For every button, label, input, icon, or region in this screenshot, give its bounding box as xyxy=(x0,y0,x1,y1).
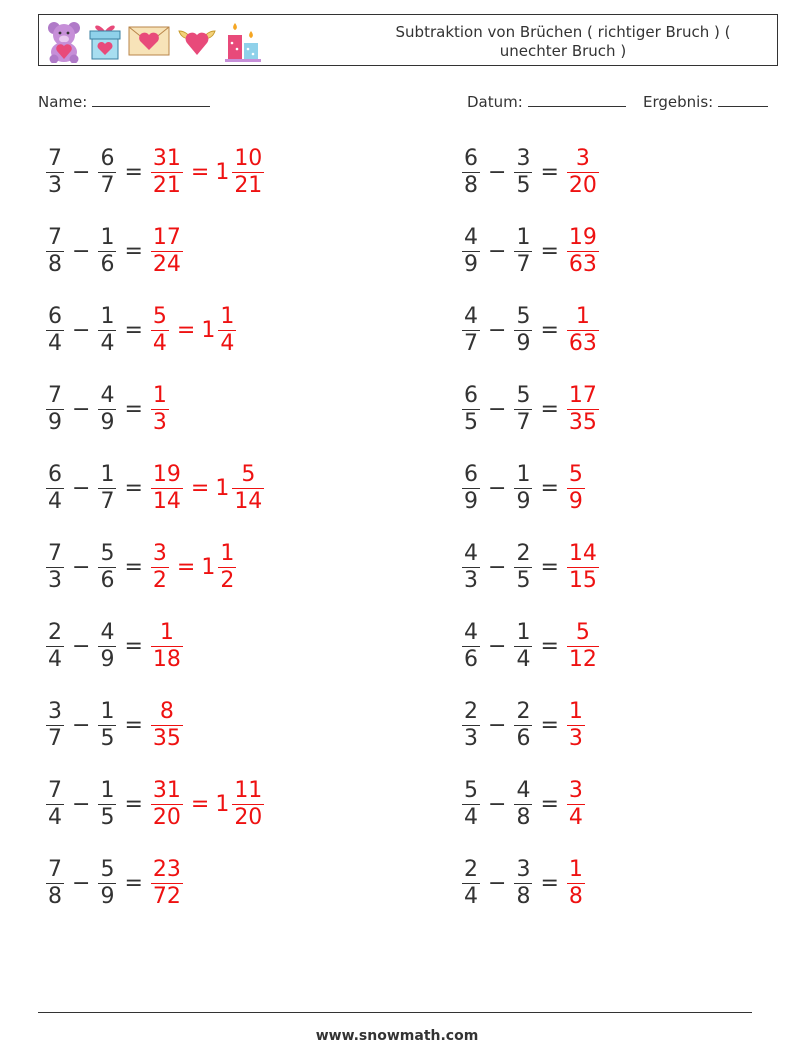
fraction xyxy=(98,146,116,199)
numerator: 1 xyxy=(159,620,174,645)
numerator: 7 xyxy=(48,541,62,566)
denominator: 9 xyxy=(516,331,531,356)
numerator: 5 xyxy=(516,383,531,408)
numerator: 14 xyxy=(568,541,597,566)
denominator: 9 xyxy=(100,647,115,672)
equals-sign: = xyxy=(124,317,143,343)
denominator: 2 xyxy=(220,568,235,593)
fraction xyxy=(98,620,116,673)
problem-19 xyxy=(44,857,185,910)
header-icons xyxy=(45,18,263,64)
fraction xyxy=(151,225,183,278)
gift-box-icon xyxy=(87,19,123,63)
fraction xyxy=(98,699,116,752)
footer-url: www.snowmath.com xyxy=(315,1028,479,1044)
fraction xyxy=(514,383,532,436)
denominator: 4 xyxy=(464,805,478,830)
worksheet-title: Subtraktion von Brüchen ( richtiger Bruch ) ( unechter Bruch ) xyxy=(395,23,731,60)
fraction xyxy=(462,620,480,673)
equals-sign: = xyxy=(540,791,559,817)
minus-sign: − xyxy=(72,554,91,580)
denominator: 6 xyxy=(100,568,115,593)
denominator: 5 xyxy=(516,173,531,198)
fraction xyxy=(462,225,480,278)
minus-sign: − xyxy=(72,791,91,817)
denominator: 6 xyxy=(464,647,478,672)
problem-13 xyxy=(44,620,185,673)
numerator: 3 xyxy=(152,541,167,566)
candles-icon xyxy=(223,19,263,63)
fraction xyxy=(567,304,599,357)
numerator: 4 xyxy=(464,304,478,329)
fraction xyxy=(98,857,116,910)
problem-16 xyxy=(460,699,587,752)
minus-sign: − xyxy=(72,712,91,738)
equals-sign: = xyxy=(540,475,559,501)
equals-sign: = xyxy=(540,317,559,343)
minus-sign: − xyxy=(488,159,507,185)
minus-sign: − xyxy=(488,791,507,817)
fraction xyxy=(514,304,532,357)
problem-3 xyxy=(44,225,185,278)
denominator: 9 xyxy=(568,489,583,514)
numerator: 4 xyxy=(100,383,115,408)
denominator: 8 xyxy=(568,884,583,909)
fraction xyxy=(232,462,264,515)
fraction xyxy=(514,620,532,673)
fraction xyxy=(46,146,64,199)
mixed-whole: 1 xyxy=(201,317,216,343)
denominator: 4 xyxy=(220,331,235,356)
numerator: 23 xyxy=(152,857,181,882)
numerator: 5 xyxy=(568,462,583,487)
numerator: 5 xyxy=(516,304,531,329)
numerator: 1 xyxy=(568,699,583,724)
numerator: 1 xyxy=(516,620,531,645)
minus-sign: − xyxy=(72,396,91,422)
problem-10 xyxy=(460,462,587,515)
equals-sign: = xyxy=(540,870,559,896)
problem-12 xyxy=(460,541,601,594)
fraction xyxy=(218,541,236,594)
denominator: 4 xyxy=(100,331,115,356)
numerator: 8 xyxy=(159,699,174,724)
denominator: 18 xyxy=(152,647,181,672)
denominator: 21 xyxy=(152,173,181,198)
numerator: 1 xyxy=(100,462,115,487)
fraction xyxy=(46,620,64,673)
denominator: 9 xyxy=(100,410,115,435)
winged-heart-icon xyxy=(175,19,219,63)
name-field xyxy=(38,92,210,111)
denominator: 7 xyxy=(100,173,115,198)
denominator: 8 xyxy=(48,252,62,277)
fraction xyxy=(46,699,64,752)
denominator: 3 xyxy=(464,726,478,751)
numerator: 5 xyxy=(241,462,256,487)
date-label: Datum: xyxy=(467,93,523,111)
fraction xyxy=(98,778,116,831)
denominator: 7 xyxy=(48,726,62,751)
minus-sign: − xyxy=(72,317,91,343)
equals-sign: = xyxy=(540,159,559,185)
denominator: 2 xyxy=(152,568,167,593)
denominator: 6 xyxy=(516,726,531,751)
denominator: 4 xyxy=(152,331,167,356)
numerator: 6 xyxy=(100,146,115,171)
denominator: 14 xyxy=(152,489,181,514)
denominator: 8 xyxy=(48,884,62,909)
denominator: 35 xyxy=(568,410,597,435)
numerator: 3 xyxy=(568,778,583,803)
fraction xyxy=(151,146,183,199)
result-field xyxy=(643,92,768,111)
fraction xyxy=(567,462,585,515)
fraction xyxy=(46,383,64,436)
minus-sign: − xyxy=(488,475,507,501)
denominator: 35 xyxy=(152,726,181,751)
problem-17 xyxy=(44,778,266,831)
numerator: 2 xyxy=(464,857,478,882)
fraction xyxy=(514,857,532,910)
minus-sign: − xyxy=(72,159,91,185)
fraction xyxy=(462,857,480,910)
numerator: 1 xyxy=(100,304,115,329)
denominator: 4 xyxy=(516,647,531,672)
denominator: 63 xyxy=(568,252,597,277)
numerator: 1 xyxy=(220,541,235,566)
mixed-whole: 1 xyxy=(215,791,230,817)
fraction xyxy=(462,462,480,515)
denominator: 21 xyxy=(234,173,263,198)
fraction xyxy=(232,146,264,199)
numerator: 5 xyxy=(100,857,115,882)
problem-20 xyxy=(460,857,587,910)
numerator: 4 xyxy=(100,620,115,645)
numerator: 7 xyxy=(48,383,62,408)
problem-11 xyxy=(44,541,238,594)
fraction xyxy=(567,383,599,436)
numerator: 5 xyxy=(575,620,590,645)
denominator: 15 xyxy=(568,568,597,593)
equals-sign: = xyxy=(540,396,559,422)
equals-sign-mixed: = xyxy=(176,554,196,580)
numerator: 4 xyxy=(516,778,531,803)
fraction xyxy=(98,541,116,594)
denominator: 3 xyxy=(152,410,167,435)
fraction xyxy=(567,857,585,910)
fraction xyxy=(151,462,183,515)
numerator: 17 xyxy=(568,383,597,408)
numerator: 6 xyxy=(48,304,62,329)
numerator: 3 xyxy=(516,857,531,882)
numerator: 2 xyxy=(516,541,531,566)
numerator: 5 xyxy=(100,541,115,566)
numerator: 1 xyxy=(516,225,531,250)
fraction xyxy=(514,778,532,831)
minus-sign: − xyxy=(72,238,91,264)
equals-sign: = xyxy=(124,554,143,580)
denominator: 4 xyxy=(48,331,62,356)
equals-sign: = xyxy=(124,870,143,896)
denominator: 7 xyxy=(464,331,478,356)
denominator: 9 xyxy=(516,489,531,514)
denominator: 3 xyxy=(48,568,62,593)
denominator: 8 xyxy=(464,173,478,198)
denominator: 4 xyxy=(48,647,62,672)
numerator: 4 xyxy=(464,225,478,250)
numerator: 3 xyxy=(516,146,531,171)
numerator: 1 xyxy=(568,857,583,882)
fraction xyxy=(462,778,480,831)
fraction xyxy=(462,383,480,436)
denominator: 8 xyxy=(516,805,531,830)
numerator: 7 xyxy=(48,857,62,882)
worksheet-header xyxy=(38,14,778,66)
denominator: 5 xyxy=(100,726,115,751)
denominator: 63 xyxy=(568,331,597,356)
fraction xyxy=(151,304,169,357)
equals-sign-mixed: = xyxy=(190,475,210,501)
denominator: 6 xyxy=(100,252,115,277)
problem-2 xyxy=(460,146,601,199)
equals-sign: = xyxy=(540,238,559,264)
denominator: 3 xyxy=(48,173,62,198)
denominator: 4 xyxy=(568,805,583,830)
fraction xyxy=(46,541,64,594)
numerator: 31 xyxy=(152,778,181,803)
denominator: 4 xyxy=(48,489,62,514)
minus-sign: − xyxy=(72,870,91,896)
problem-18 xyxy=(460,778,587,831)
numerator: 10 xyxy=(234,146,263,171)
problem-1 xyxy=(44,146,266,199)
teddy-bear-icon xyxy=(45,19,83,63)
fraction xyxy=(514,146,532,199)
numerator: 5 xyxy=(464,778,478,803)
fraction xyxy=(151,383,169,436)
equals-sign: = xyxy=(540,554,559,580)
result-label: Ergebnis: xyxy=(643,93,714,111)
denominator: 3 xyxy=(464,568,478,593)
minus-sign: − xyxy=(488,633,507,659)
equals-sign: = xyxy=(540,712,559,738)
result-blank-line[interactable] xyxy=(718,92,768,107)
problem-14 xyxy=(460,620,601,673)
numerator: 2 xyxy=(516,699,531,724)
mixed-whole: 1 xyxy=(215,159,230,185)
numerator: 1 xyxy=(152,383,167,408)
equals-sign: = xyxy=(124,396,143,422)
numerator: 7 xyxy=(48,146,62,171)
minus-sign: − xyxy=(488,317,507,343)
problem-7 xyxy=(44,383,171,436)
numerator: 3 xyxy=(575,146,590,171)
fraction xyxy=(567,146,599,199)
denominator: 5 xyxy=(100,805,115,830)
denominator: 5 xyxy=(464,410,478,435)
fraction xyxy=(151,620,183,673)
date-blank-line[interactable] xyxy=(528,92,626,107)
fraction xyxy=(151,699,183,752)
problem-6 xyxy=(460,304,601,357)
equals-sign: = xyxy=(124,475,143,501)
denominator: 4 xyxy=(48,805,62,830)
fraction xyxy=(462,146,480,199)
denominator: 9 xyxy=(464,489,478,514)
numerator: 11 xyxy=(234,778,263,803)
equals-sign-mixed: = xyxy=(190,791,210,817)
equals-sign: = xyxy=(124,791,143,817)
denominator: 72 xyxy=(152,884,181,909)
numerator: 6 xyxy=(464,146,478,171)
denominator: 4 xyxy=(464,884,478,909)
fraction xyxy=(462,304,480,357)
denominator: 20 xyxy=(568,173,597,198)
denominator: 5 xyxy=(516,568,531,593)
equals-sign: = xyxy=(124,712,143,738)
problem-5 xyxy=(44,304,238,357)
fraction xyxy=(567,620,599,673)
fraction xyxy=(567,541,599,594)
fraction xyxy=(98,225,116,278)
denominator: 8 xyxy=(516,884,531,909)
equals-sign: = xyxy=(540,633,559,659)
denominator: 3 xyxy=(568,726,583,751)
fraction xyxy=(46,778,64,831)
problem-9 xyxy=(44,462,266,515)
fraction xyxy=(151,541,169,594)
equals-sign: = xyxy=(124,159,143,185)
minus-sign: − xyxy=(488,238,507,264)
numerator: 7 xyxy=(48,225,62,250)
numerator: 31 xyxy=(152,146,181,171)
numerator: 4 xyxy=(464,620,478,645)
date-field xyxy=(467,92,626,111)
numerator: 2 xyxy=(464,699,478,724)
numerator: 1 xyxy=(516,462,531,487)
numerator: 5 xyxy=(152,304,167,329)
numerator: 1 xyxy=(575,304,590,329)
minus-sign: − xyxy=(72,633,91,659)
fraction xyxy=(151,857,183,910)
fraction xyxy=(46,462,64,515)
denominator: 24 xyxy=(152,252,181,277)
fraction xyxy=(98,462,116,515)
numerator: 3 xyxy=(48,699,62,724)
numerator: 6 xyxy=(464,462,478,487)
equals-sign: = xyxy=(124,238,143,264)
fraction xyxy=(98,304,116,357)
numerator: 4 xyxy=(464,541,478,566)
equals-sign: = xyxy=(124,633,143,659)
fraction xyxy=(46,304,64,357)
equals-sign-mixed: = xyxy=(190,159,210,185)
fraction xyxy=(567,778,585,831)
numerator: 19 xyxy=(152,462,181,487)
denominator: 20 xyxy=(234,805,263,830)
mixed-whole: 1 xyxy=(215,475,230,501)
problem-8 xyxy=(460,383,601,436)
minus-sign: − xyxy=(488,554,507,580)
fraction xyxy=(151,778,183,831)
minus-sign: − xyxy=(488,396,507,422)
fraction xyxy=(46,225,64,278)
fraction xyxy=(232,778,264,831)
fraction xyxy=(567,225,599,278)
minus-sign: − xyxy=(488,870,507,896)
denominator: 7 xyxy=(516,410,531,435)
minus-sign: − xyxy=(72,475,91,501)
fraction xyxy=(98,383,116,436)
fraction xyxy=(514,462,532,515)
denominator: 12 xyxy=(568,647,597,672)
problem-4 xyxy=(460,225,601,278)
fraction xyxy=(514,225,532,278)
denominator: 7 xyxy=(100,489,115,514)
fraction xyxy=(462,699,480,752)
numerator: 7 xyxy=(48,778,62,803)
denominator: 9 xyxy=(464,252,478,277)
fraction xyxy=(567,699,585,752)
fraction xyxy=(46,857,64,910)
name-blank-line[interactable] xyxy=(92,92,210,107)
footer-divider xyxy=(38,1012,752,1013)
denominator: 9 xyxy=(48,410,62,435)
denominator: 9 xyxy=(100,884,115,909)
love-letter-icon xyxy=(127,19,171,63)
numerator: 6 xyxy=(48,462,62,487)
minus-sign: − xyxy=(488,712,507,738)
numerator: 6 xyxy=(464,383,478,408)
denominator: 20 xyxy=(152,805,181,830)
numerator: 1 xyxy=(100,778,115,803)
problem-15 xyxy=(44,699,185,752)
numerator: 19 xyxy=(568,225,597,250)
denominator: 14 xyxy=(234,489,263,514)
mixed-whole: 1 xyxy=(201,554,216,580)
fraction xyxy=(218,304,236,357)
numerator: 1 xyxy=(100,699,115,724)
equals-sign-mixed: = xyxy=(176,317,196,343)
numerator: 17 xyxy=(152,225,181,250)
numerator: 1 xyxy=(220,304,235,329)
numerator: 2 xyxy=(48,620,62,645)
fraction xyxy=(514,541,532,594)
fraction xyxy=(462,541,480,594)
fraction xyxy=(514,699,532,752)
numerator: 1 xyxy=(100,225,115,250)
denominator: 7 xyxy=(516,252,531,277)
name-label: Name: xyxy=(38,93,88,111)
